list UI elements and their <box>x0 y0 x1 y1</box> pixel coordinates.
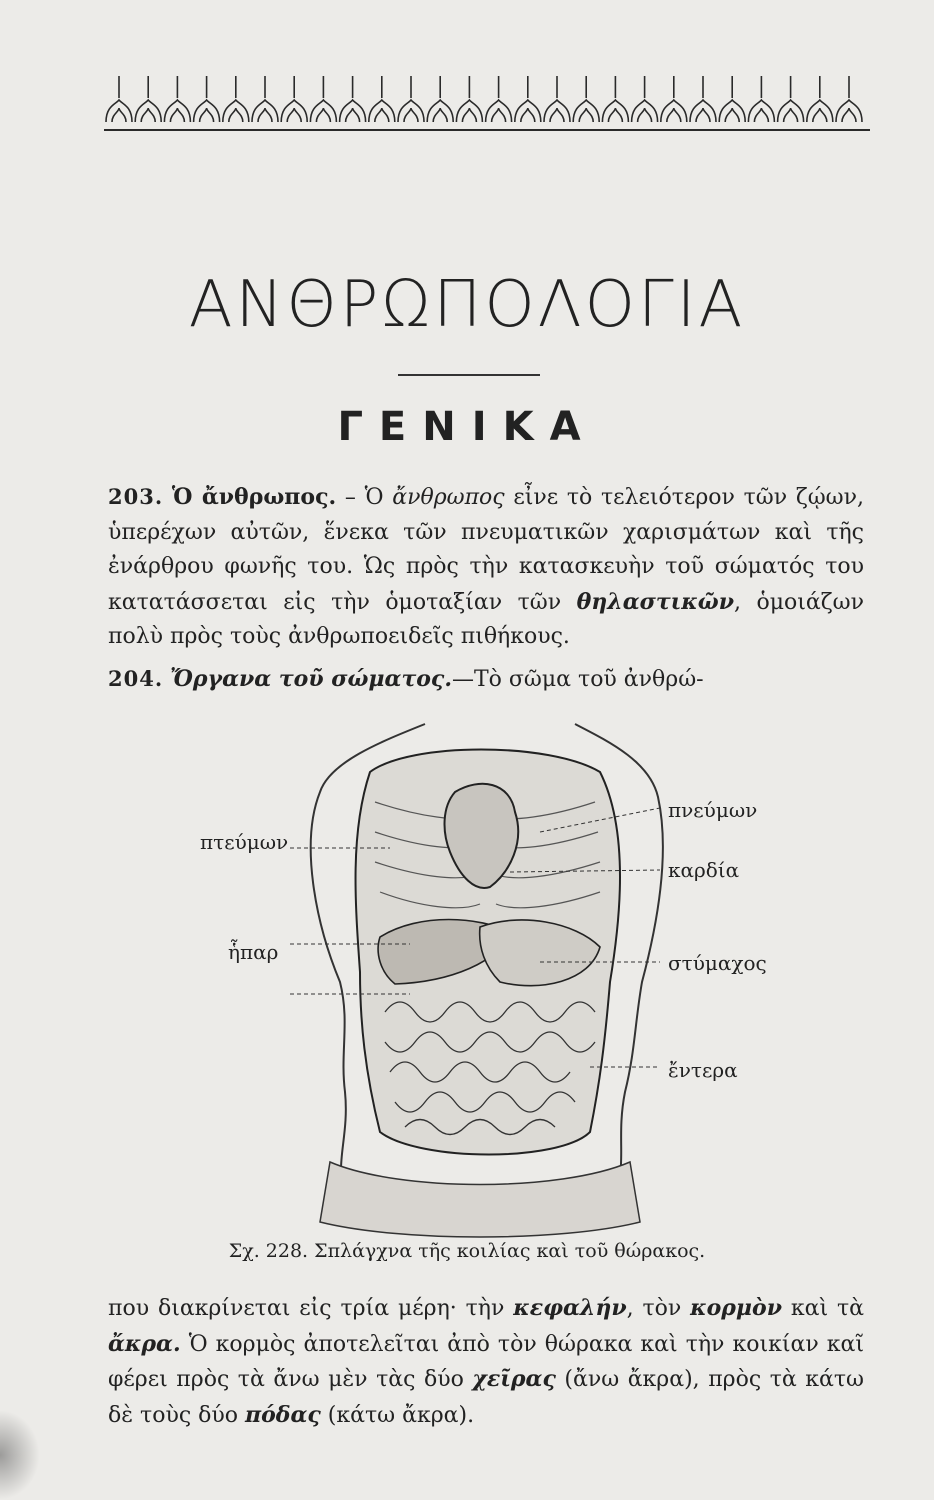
paragraph-continuation <box>108 1291 864 1433</box>
dash: – <box>336 485 365 510</box>
figure-label-liver: ἧπαρ <box>228 940 279 964</box>
figure-label-stomach: στύμαχος <box>668 951 767 975</box>
body-text: εἶνε τὸ τελειότερον τῶν ζῴων, ὑπερέχων αὐτῶν, ἕνεκα τῶν πνευματικῶν χαρισμάτων καὶ τῆς ἐνάρθρου φωνῆς του. Ὡς πρὸς τὴν κατασκευὴν τοῦ σώματός του κατατάσσεται εἰς τὴν ὁμοταξίαν τῶν <box>108 485 864 615</box>
body-text: (ἄνω ἄκρα), πρὸς τὰ κάτω δὲ τοὺς δύο <box>108 1367 864 1428</box>
body-text: καὶ τὰ <box>781 1296 864 1321</box>
figure-label-lung-right: πνεύμων <box>668 798 758 822</box>
bold-term: ἄκρα. <box>108 1330 181 1357</box>
body-text: Τὸ σῶμα τοῦ ἀνθρώ- <box>474 667 704 692</box>
title-divider <box>398 374 540 376</box>
body-text: , ὁμοιάζων πολὺ πρὸς τοὺς ἀνθρωποειδεῖς πιθήκους. <box>108 589 864 650</box>
section-heading: Ὄργανα τοῦ σώματος. <box>170 666 452 692</box>
italic-term: ἄνθρωπος <box>392 485 505 510</box>
section-subtitle: ΓΕΝΙΚΑ <box>337 404 597 450</box>
body-text: που διακρίνεται εἰς τρία μέρη· τὴν <box>108 1296 514 1321</box>
bold-term: κεφαλήν <box>513 1295 627 1321</box>
body-text: (κάτω ἄκρα). <box>320 1402 475 1428</box>
paragraph-204 <box>108 662 864 698</box>
dash: — <box>452 667 474 692</box>
bold-term: κορμὸν <box>690 1295 782 1321</box>
bold-term: χεῖρας <box>472 1366 556 1393</box>
figure-label-heart: καρδία <box>668 858 740 882</box>
section-number: 204. <box>108 666 164 691</box>
body-text: Ὁ <box>364 485 393 510</box>
decorative-border-ornament <box>104 72 870 134</box>
figure-label-lung-left: πτεύμων <box>200 830 289 854</box>
bold-term: θηλαστικῶν <box>576 588 734 615</box>
section-number: 203. <box>108 484 164 509</box>
body-text: Ὁ κορμὸς ἀποτελεῖται ἀπὸ τὸν θώρακα καὶ τὴν κοικίαν καῖ φέρει πρὸς τὰ ἄνω μὲν τὰς δύο <box>108 1331 864 1393</box>
figure-caption: Σχ. 228. Σπλάγχνα τῆς κοιλίας καὶ τοῦ θώρακος. <box>228 1240 706 1262</box>
page-title: ΑΝΘΡΩΠΟΛΟΓΙΑ <box>188 268 746 342</box>
body-text: , τὸν <box>626 1296 691 1321</box>
paragraph-203 <box>108 480 864 655</box>
page-stain <box>0 1410 40 1500</box>
bold-term: πόδας <box>245 1401 321 1428</box>
section-heading: Ὁ ἄνθρωπος. <box>171 484 337 510</box>
figure-label-intestines: ἔντερα <box>668 1058 738 1082</box>
